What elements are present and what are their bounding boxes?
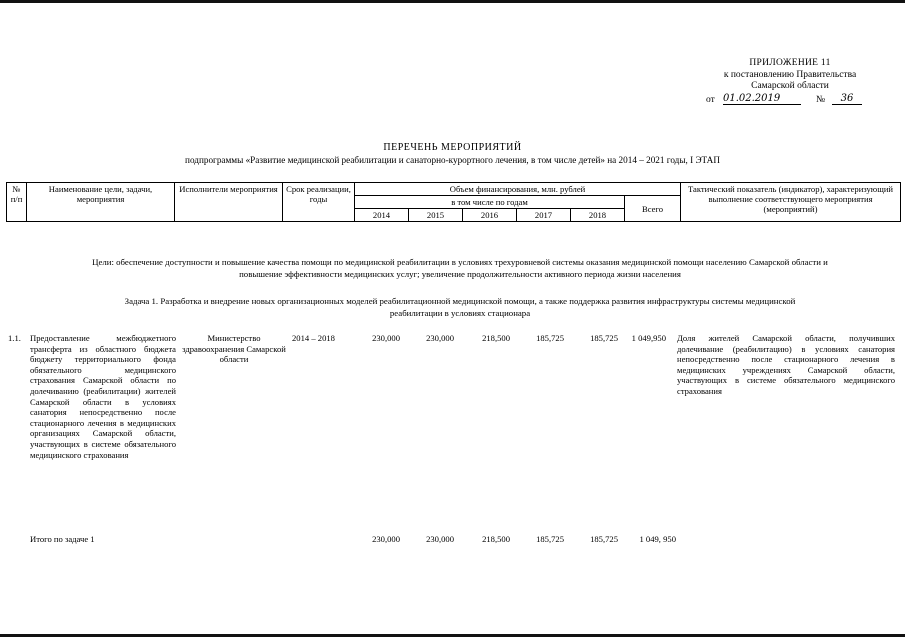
row-number: 1.1. — [8, 333, 21, 343]
top-border-line — [0, 0, 905, 3]
header-col-term: Срок реализации, годы — [283, 183, 355, 222]
row-value-total: 1 049,950 — [631, 333, 666, 343]
appendix-number: 36 — [832, 93, 862, 106]
header-col-executor: Исполнители мероприятия — [175, 183, 283, 222]
table-header — [6, 182, 901, 222]
row-value-2015: 230,000 — [426, 333, 454, 343]
total-value-sum: 1 049, 950 — [639, 534, 676, 544]
total-value-2014: 230,000 — [372, 534, 400, 544]
appendix-block — [690, 58, 890, 107]
appendix-line-1: к постановлению Правительства — [723, 69, 857, 80]
header-year-2016: 2016 — [463, 209, 517, 222]
header-col-financing: Объем финансирования, млн. рублей — [355, 183, 681, 196]
header-col-by-years: в том числе по годам — [355, 196, 625, 209]
header-year-2014: 2014 — [355, 209, 409, 222]
header-year-2017: 2017 — [517, 209, 571, 222]
number-label: № — [816, 94, 826, 105]
appendix-title: ПРИЛОЖЕНИЕ 11 — [749, 58, 831, 68]
total-value-2015: 230,000 — [426, 534, 454, 544]
document-title: ПЕРЕЧЕНЬ МЕРОПРИЯТИЙ — [383, 142, 522, 153]
row-value-2017: 185,725 — [536, 333, 564, 343]
header-col-no: № п/п — [7, 183, 27, 222]
row-measure-name: Предоставление межбюджетного трансферта из областного бюджета бюджету территориального фонда обязательного медицинского страхования Самарской области по долечиванию (реабилитации) жителей Самарской области в условиях санатория непосредственно после стационарного лечения в медицинских организациях Самарской области, участвующих в системе обязательного медицинского страхования — [30, 333, 176, 460]
appendix-signature-line — [690, 93, 890, 107]
total-value-2016: 218,500 — [482, 534, 510, 544]
row-term: 2014 – 2018 — [292, 333, 335, 343]
appendix-date: 01.02.2019 — [723, 93, 801, 106]
header-col-indicator: Тактический показатель (индикатор), характеризующий выполнение соответствующего мероприятия (мероприятий) — [681, 183, 901, 222]
row-value-2016: 218,500 — [482, 333, 510, 343]
from-label: от — [706, 94, 715, 105]
header-year-2015: 2015 — [409, 209, 463, 222]
total-value-2018: 185,725 — [590, 534, 618, 544]
row-indicator: Доля жителей Самарской области, получивших долечивание (реабилитацию) в условиях санатория непосредственно после стационарного лечения в медицинских учреждениях Самарской области, участвующих в системе обязательного медицинского страхования — [677, 333, 895, 396]
row-value-2018: 185,725 — [590, 333, 618, 343]
row-value-2014: 230,000 — [372, 333, 400, 343]
header-col-name: Наименование цели, задачи, мероприятия — [27, 183, 175, 222]
total-value-2017: 185,725 — [536, 534, 564, 544]
appendix-line-2: Самарской области — [751, 81, 829, 91]
total-label: Итого по задаче 1 — [30, 534, 95, 544]
header-col-total: Всего — [625, 196, 681, 222]
task-text: Задача 1. Разработка и внедрение новых организационных моделей реабилитационной медицинской помощи, а также поддержка развития инфраструктуры системы медицинской реабилитации в условиях стационара — [124, 296, 796, 318]
goal-text: Цели: обеспечение доступности и повышение качества помощи по медицинской реабилитации в условиях трехуровневой системы оказания медицинской помощи населению Самарской области и повышение эффективности медицинских услуг; увеличение продолжительности активного периода жизни населения — [92, 257, 828, 279]
header-year-2018: 2018 — [571, 209, 625, 222]
document-subtitle: подпрограммы «Развитие медицинской реабилитации и санаторно-курортного лечения, в том числе детей» на 2014 – 2021 годы, I ЭТАП — [185, 155, 720, 165]
row-executor: Министерство здравоохранения Самарской области — [182, 333, 286, 365]
bottom-border-line — [0, 634, 905, 637]
